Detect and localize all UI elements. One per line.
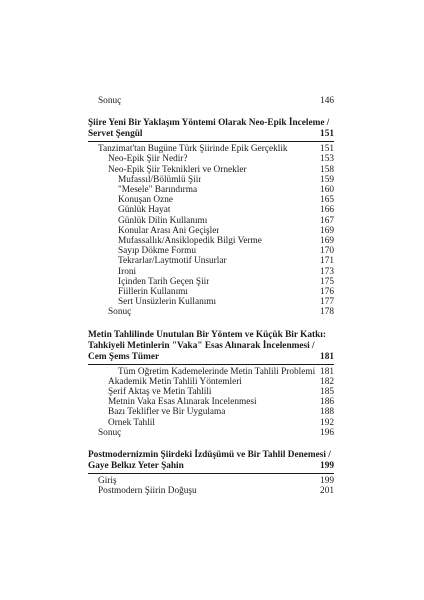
chapter-heading-author-row	[88, 461, 334, 474]
toc-entry[interactable]	[88, 287, 334, 297]
toc-entry-title: Örnek Tahlil	[108, 417, 155, 428]
chapter-heading-line: Metin Tahlilinde Unutulan Bir Yöntem ve Küçük Bir Katkı:	[88, 329, 326, 340]
toc-entry-page: 151	[320, 144, 334, 155]
table-of-contents	[88, 96, 334, 496]
toc-entry-page: 175	[320, 276, 334, 287]
toc-entry-page: 169	[320, 225, 334, 236]
toc-entry-page: 182	[320, 376, 334, 387]
toc-entry-title: Konuşan Özne	[118, 195, 173, 206]
chapter-heading-author-row	[88, 352, 334, 365]
toc-entry-page: 171	[320, 256, 334, 267]
toc-entry-page: 166	[320, 205, 334, 216]
toc-entry[interactable]	[88, 307, 334, 317]
toc-entry[interactable]	[88, 367, 334, 377]
section-gap	[88, 106, 334, 118]
toc-entry-title: Sert Ünsüzlerin Kullanımı	[118, 297, 217, 308]
toc-entry[interactable]	[88, 175, 334, 185]
chapter-author: Cem Şems Tümer	[88, 351, 160, 362]
chapter-heading-line: Şiire Yeni Bir Yaklaşım Yöntemi Olarak Neo-Epik İnceleme /	[88, 118, 330, 129]
chapter-heading-author-row	[88, 129, 334, 142]
toc-entry-title: "Mesele" Barındırma	[118, 185, 198, 196]
toc-entry[interactable]	[88, 428, 334, 438]
toc-entry-page: 153	[320, 154, 334, 165]
toc-entry-title: Neo-Epik Şiir Teknikleri ve Örnekler	[108, 164, 247, 175]
toc-section-2	[88, 330, 334, 438]
toc-entry-title: Sonuç	[98, 427, 122, 438]
toc-section-1	[88, 118, 334, 317]
chapter-heading[interactable]	[88, 450, 334, 474]
toc-entry-page: 188	[320, 407, 334, 418]
toc-entry[interactable]	[88, 96, 334, 106]
section-gap	[88, 318, 334, 330]
toc-entry[interactable]	[88, 418, 334, 428]
toc-entry-page: 173	[320, 266, 334, 277]
toc-entry[interactable]	[88, 387, 334, 397]
toc-entry-page: 167	[320, 215, 334, 226]
chapter-heading[interactable]	[88, 330, 334, 365]
toc-entry-title: Metnin Vaka Esas Alınarak İncelenmesi	[108, 397, 257, 408]
toc-entry-title: Konular Arası Ani Geçişler	[118, 225, 220, 236]
toc-entry[interactable]	[88, 205, 334, 215]
toc-entry-title: Akademik Metin Tahlili Yöntemleri	[108, 376, 242, 387]
toc-entry[interactable]	[88, 267, 334, 277]
toc-entry-page: 165	[320, 195, 334, 206]
toc-entry[interactable]	[88, 236, 334, 246]
chapter-page: 199	[320, 461, 334, 472]
toc-entries	[88, 144, 334, 317]
toc-entry-title: Şerif Aktaş ve Metin Tahlili	[108, 387, 212, 398]
toc-entries	[88, 367, 334, 438]
toc-entry-title: Mufassallık/Ansiklopedik Bilgi Verme	[118, 236, 262, 247]
toc-entry-title: Sonuç	[98, 96, 122, 106]
toc-entry-title: Giriş	[98, 476, 117, 487]
toc-entry-title: Günlük Dilin Kullanımı	[118, 215, 208, 226]
toc-section-3	[88, 450, 334, 496]
toc-entry-page: 160	[320, 185, 334, 196]
chapter-heading-line: Postmodernizmin Şiirdeki İzdüşümü ve Bir Tahlil Denemesi /	[88, 450, 331, 461]
toc-entry-title: Fiillerin Kullanımı	[118, 287, 188, 298]
toc-entry[interactable]	[88, 226, 334, 236]
toc-entry-page: 170	[320, 246, 334, 257]
toc-entry-page: 178	[320, 307, 334, 318]
toc-entry-page: 201	[320, 486, 334, 497]
toc-entry-title: Sayıp Dökme Formu	[118, 246, 196, 257]
toc-entry-title: Mufassıl/Bölümlü Şiir	[118, 174, 202, 185]
toc-entry-title: Tekrarlar/Laytmotif Unsurlar	[118, 256, 227, 267]
toc-entry-page: 199	[320, 476, 334, 487]
toc-entry-page: 181	[320, 366, 334, 377]
toc-entry-title: Sonuç	[108, 307, 132, 318]
toc-entry[interactable]	[88, 195, 334, 205]
toc-entry[interactable]	[88, 377, 334, 387]
toc-entry-page: 192	[320, 417, 334, 428]
toc-entry[interactable]	[88, 154, 334, 164]
chapter-heading[interactable]	[88, 118, 334, 142]
toc-entry[interactable]	[88, 486, 334, 496]
chapter-author: Servet Şengül	[88, 129, 143, 140]
toc-entry[interactable]	[88, 144, 334, 154]
toc-entry[interactable]	[88, 256, 334, 266]
toc-entry-title: Tanzimat'tan Bugüne Türk Şiirinde Epik Gerçeklik	[98, 144, 288, 155]
toc-entry-page: 158	[320, 164, 334, 175]
toc-entry-title: İçinden Tarih Geçen Şiir	[118, 276, 210, 287]
toc-entry-page: 176	[320, 287, 334, 298]
toc-entry-title: Bazı Teklifler ve Bir Uygulama	[108, 407, 226, 418]
toc-entry-page: 159	[320, 174, 334, 185]
toc-entry-title: İroni	[118, 266, 137, 277]
toc-entry-page: 196	[320, 427, 334, 438]
toc-entry-title: Tüm Öğretim Kademelerinde Metin Tahlili Problemi	[118, 366, 316, 377]
toc-entry[interactable]	[88, 165, 334, 175]
chapter-author: Gaye Belkız Yeter Şahin	[88, 461, 184, 472]
toc-section-0	[88, 96, 334, 106]
toc-entry-page: 177	[320, 297, 334, 308]
toc-entry-title: Postmodern Şiirin Doğuşu	[98, 486, 197, 497]
section-gap	[88, 438, 334, 450]
toc-entry-title: Neo-Epik Şiir Nedir?	[108, 154, 188, 165]
toc-entry-page: 146	[320, 96, 334, 106]
chapter-heading-line: Tahkiyeli Metinlerin "Vaka" Esas Alınarak İncelenmesi /	[88, 340, 315, 351]
toc-entry[interactable]	[88, 277, 334, 287]
toc-entry-title: Günlük Hayat	[118, 205, 171, 216]
toc-entry-page: 185	[320, 387, 334, 398]
toc-entry[interactable]	[88, 397, 334, 407]
toc-entry[interactable]	[88, 407, 334, 417]
toc-entry-page: 169	[320, 236, 334, 247]
toc-entry[interactable]	[88, 216, 334, 226]
toc-entry-page: 186	[320, 397, 334, 408]
toc-entry[interactable]	[88, 185, 334, 195]
chapter-page: 181	[320, 351, 334, 362]
chapter-page: 151	[320, 129, 334, 140]
toc-entries	[88, 476, 334, 496]
toc-entry[interactable]	[88, 476, 334, 486]
toc-entry[interactable]	[88, 297, 334, 307]
toc-entry[interactable]	[88, 246, 334, 256]
